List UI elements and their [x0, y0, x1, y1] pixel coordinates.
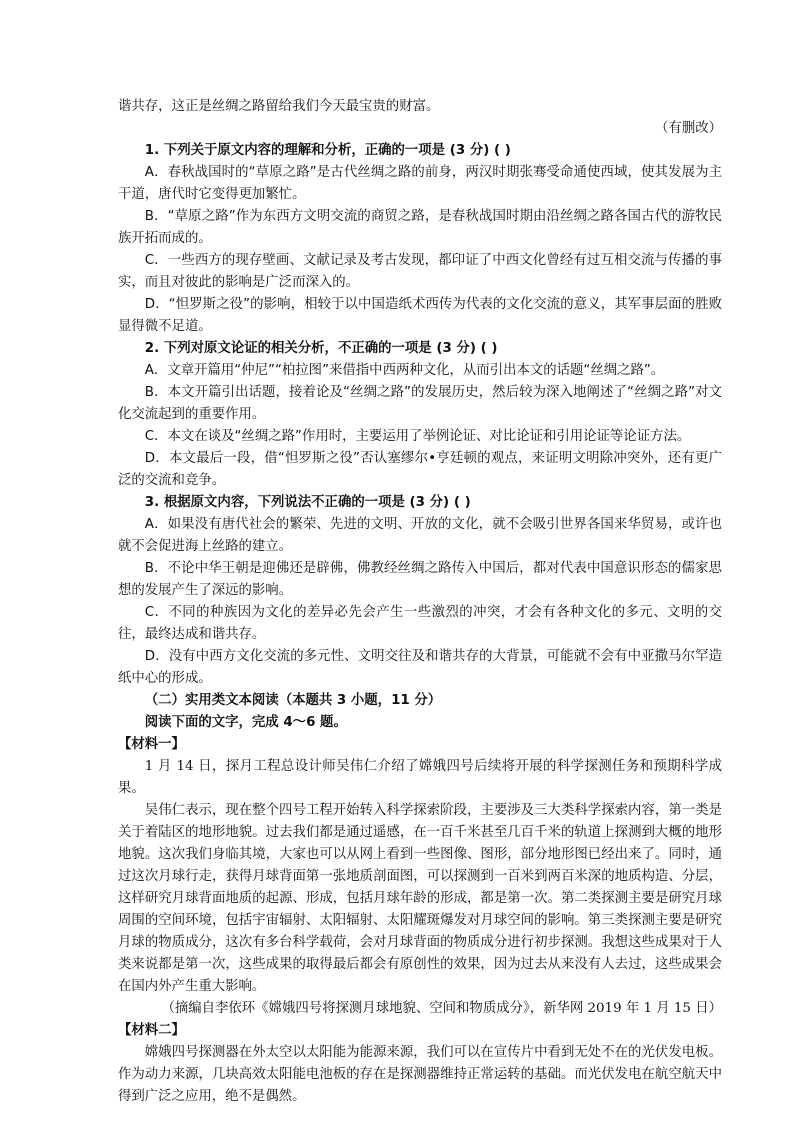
- question-3-stem: 3. 根据原文内容，下列说法不正确的一项是 (3 分) ( ): [144, 495, 471, 510]
- section-title: （二）实用类文本阅读（本题共 3 小题，11 分）: [144, 693, 442, 708]
- top-line-text: 谐共存，这正是丝绸之路留给我们今天最宝贵的财富。: [118, 99, 440, 114]
- question-1-option-c: C．一些西方的现存壁画、文献记录及考古发现，都印证了中西文化曾经有过互相交流与传播的事实，而且对彼此的影响是广泛而深入的。: [118, 253, 722, 290]
- material-1-paragraph: 1 月 14 日，探月工程总设计师吴伟仁介绍了嫦娥四号后续将开展的科学探测任务和预期科学成果。: [118, 759, 722, 796]
- question-3-option-d: D．没有中西方文化交流的多元性、文明交往及和谐共存的大背景，可能就不会有中亚撒马尔罕造纸中心的形成。: [118, 649, 722, 686]
- material-2-paragraph: 嫦娥四号探测器在外太空以太阳能为能源来源，我们可以在宣传片中看到无处不在的光伏发电板。作为动力来源，几块高效太阳能电池板的存在是探测器维持正常运转的基础。而光伏发电在航空航天中得到广泛之应用，绝不是偶然。: [118, 1045, 722, 1104]
- question-2-option-d: D．本文最后一段，借“怛罗斯之役”否认塞缪尔•亨廷顿的观点，来证明文明除冲突外，还有更广泛的交流和竞争。: [118, 451, 722, 488]
- question-3-option-a: A．如果没有唐代社会的繁荣、先进的文明、开放的文化，就不会吸引世界各国来华贸易，或许也就不会促进海上丝路的建立。: [118, 517, 722, 554]
- material-1-citation: （摘编自李依环《嫦娥四号将探测月球地貌、空间和物质成分》，新华网 2019 年 1 月 15 日）: [161, 1001, 722, 1016]
- source-note: （有删改）: [655, 121, 722, 136]
- question-2-option-c: C．本文在谈及“丝绸之路”作用时，主要运用了举例论证、对比论证和引用论证等论证方法。: [144, 429, 691, 444]
- question-1-option-d: D．“怛罗斯之役”的影响，相较于以中国造纸术西传为代表的文化交流的意义，其军事层面的胜败显得微不足道。: [118, 297, 722, 334]
- material-1-paragraph: 吴伟仁表示，现在整个四号工程开始转入科学探索阶段，主要涉及三大类科学探索内容，第一类是关于着陆区的地形地貌。过去我们都是通过遥感，在一百千米甚至几百千米的轨道上探测到大概的地形地貌。这次我们身临其境，大家也可以从网上看到一些图像、图形，部分地形图已经出来了。同时，通过这次月球行走，获得月球背面第一张地质剖面图，可以探测到一百米到两百米深的地质构造、分层，这样研究月球背面地质的起源、形成，包括月球年龄的形成，都是第一次。第二类探测主要是研究月球周围的空间环境，包括宇宙辐射、太阳辐射、太阳耀斑爆发对月球空间的影响。第三类探测主要是研究月球的物质成分，这次有多台科学载荷，会对月球背面的物质成分进行初步探测。我想这些成果对于人类来说都是第一次，这些成果的取得最后都会有原创性的效果，因为过去从来没有人去过，这些成果会在国内外产生重大影响。: [118, 803, 722, 994]
- question-2-stem: 2. 下列对原文论证的相关分析，不正确的一项是 (3 分) ( ): [144, 341, 498, 356]
- question-2-option-a: A．文章开篇用“仲尼”“柏拉图”来借指中西两种文化，从而引出本文的话题“丝绸之路”。: [144, 363, 665, 378]
- question-1-option-a: A．春秋战国时的“草原之路”是古代丝绸之路的前身，两汉时期张骞受命通使西域，使其发展为主干道，唐代时它变得更加繁忙。: [118, 165, 722, 202]
- page-content: [118, 96, 722, 1108]
- question-3-option-c: C．不同的种族因为文化的差异必先会产生一些激烈的冲突，才会有各种文化的多元、文明的交往，最终达成和谐共存。: [118, 605, 722, 642]
- reading-instruction: 阅读下面的文字，完成 4～6 题。: [144, 715, 347, 730]
- question-2-option-b: B．本文开篇引出话题，接着论及“丝绸之路”的发展历史，然后较为深入地阐述了“丝绸之路”对文化交流起到的重要作用。: [118, 385, 722, 422]
- material-1-label: 【材料一】: [118, 737, 185, 752]
- material-2-label: 【材料二】: [118, 1023, 185, 1038]
- question-1-stem: 1. 下列关于原文内容的理解和分析，正确的一项是 (3 分) ( ): [144, 143, 511, 158]
- question-1-option-b: B．“草原之路”作为东西方文明交流的商贸之路，是春秋战国时期由沿丝绸之路各国古代的游牧民族开拓而成的。: [118, 209, 722, 246]
- question-3-option-b: B．不论中华王朝是迎佛还是辟佛，佛教经丝绸之路传入中国后，都对代表中国意识形态的儒家思想的发展产生了深远的影响。: [118, 561, 722, 598]
